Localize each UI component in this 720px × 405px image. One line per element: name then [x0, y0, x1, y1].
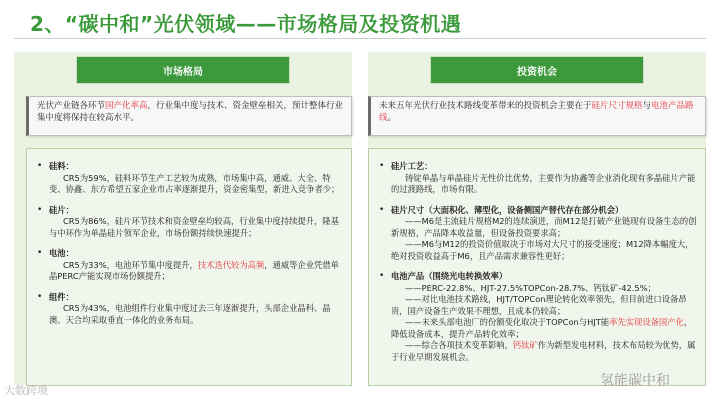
item-text: CR5为59%，硅料环节生产工艺较为成熟，市场集中高，通威、大全、特变、协鑫、东方希望五家企业市占率逐渐提升，资金密集型，新进入竞争者少；	[49, 172, 340, 194]
item-heading: • 电池产品（围绕光电转换效率）	[391, 271, 508, 281]
item-highlight: 技术迭代较为高频	[197, 259, 265, 270]
item-text: ——对比电池技术路线，HJT/TOPCon理论转化效率领先，但目前进口设备昂贵，国产设备生产效果不理想，且成本仍较高；	[391, 294, 687, 316]
item-text	[391, 340, 697, 363]
item-highlight: 钙钛矿	[512, 340, 538, 350]
item-text	[49, 260, 343, 283]
item-heading: • 电池：	[49, 248, 74, 258]
item-text: ——M6是主流硅片规格M2的连续演进，而M12是打破产业链现有设备生态的创新规格，产品降本收益量，但设备投资要求高；	[391, 216, 697, 238]
investment-opportunity-header: 投资机会	[430, 56, 644, 84]
list-item	[49, 292, 343, 327]
market-details	[26, 148, 352, 386]
summary-text: 光伏产业链各环节	[37, 101, 106, 111]
summary-highlight: 电池产品路线	[379, 101, 694, 123]
item-heading: • 硅片：	[49, 204, 74, 215]
item-heading: • 组件：	[49, 291, 74, 302]
panel-header	[368, 52, 706, 88]
investment-details	[368, 148, 706, 386]
market-structure-header: 市场格局	[76, 56, 290, 84]
item-heading: • 硅片尺寸（大面积化、薄型化，设备侧国产替代存在部分机会）	[391, 204, 624, 215]
summary-highlight: 国产化率高	[105, 101, 148, 111]
title-divider	[14, 38, 706, 39]
item-text-part: ，降低设备成本，提升产品转化效率；	[391, 317, 693, 339]
item-highlight: 率先实现设备国产化	[609, 317, 684, 327]
item-text-part: ——未来头部电池厂的份额变化取决于TOPCon与HJT能	[405, 317, 610, 327]
item-text: 铸锭单晶与单晶硅片无性价比优势，主要作为协鑫等企业消化现有多晶硅片产能的过渡路线，市场有限。	[391, 172, 696, 194]
investment-summary	[368, 96, 706, 136]
item-text	[391, 317, 697, 340]
item-heading: • 硅片工艺：	[391, 161, 433, 171]
item-heading: • 硅料：	[49, 161, 74, 171]
list-item	[49, 161, 343, 196]
market-summary	[26, 96, 352, 136]
page-title: 2、“碳中和”光伏领域——市场格局及投资机遇	[30, 12, 462, 36]
item-text: CR5为86%，硅片环节技术和资金壁垒均较高，行业集中度持续提升，隆基与中环作为单晶硅片领军企业，市场份额持续快速提升；	[49, 216, 339, 238]
item-text-part: 作为新型发电材料，技术布局较为优势，属于行业早期发展机会。	[391, 340, 696, 362]
list-item	[49, 248, 343, 283]
item-text: ——PERC-22.8%、HJT-27.5%TOPCon-28.7%、钙钛矿-42.5%；	[405, 282, 656, 293]
list-item	[391, 161, 697, 196]
watermark-left: 大数跨境	[4, 384, 48, 397]
item-text-part: CR5为33%，电池环节集中度提升，	[63, 259, 198, 270]
item-text-part: ，通威等企业凭借单晶PERC产能实现市场份额提升；	[49, 259, 339, 281]
summary-text: 。	[387, 113, 397, 123]
summary-text: ，行业集中度与技术、资金壁垒相关，预计整体行业集中度将保持在较高水平。	[37, 101, 344, 123]
item-text-part: ——综合各项技术变革影响，	[405, 340, 513, 350]
summary-highlight: 硅片尺寸规格	[591, 101, 643, 111]
summary-text: 未来五年光伏行业技术路线变革带来的投资机会主要在于	[379, 101, 592, 111]
watermark-right: 氢能碳中和	[600, 373, 670, 389]
list-item	[391, 271, 697, 363]
investment-opportunity-panel	[368, 52, 706, 385]
item-text: CR5为43%，电池组件行业集中度过去三年逐渐提升，头部企业晶科、晶澳、天合均采取垂直一体化的业务布局。	[49, 303, 331, 325]
summary-text: 与	[642, 101, 652, 111]
panel-header	[14, 52, 352, 88]
market-structure-panel	[14, 52, 352, 385]
list-item	[391, 205, 697, 263]
item-text: ——M6与M12的投资价值取决于市场对大尺寸的接受速度；M12降本幅度大，绝对投资收益高于M6，且产品需求兼容性更好；	[391, 239, 694, 261]
list-item	[49, 205, 343, 240]
